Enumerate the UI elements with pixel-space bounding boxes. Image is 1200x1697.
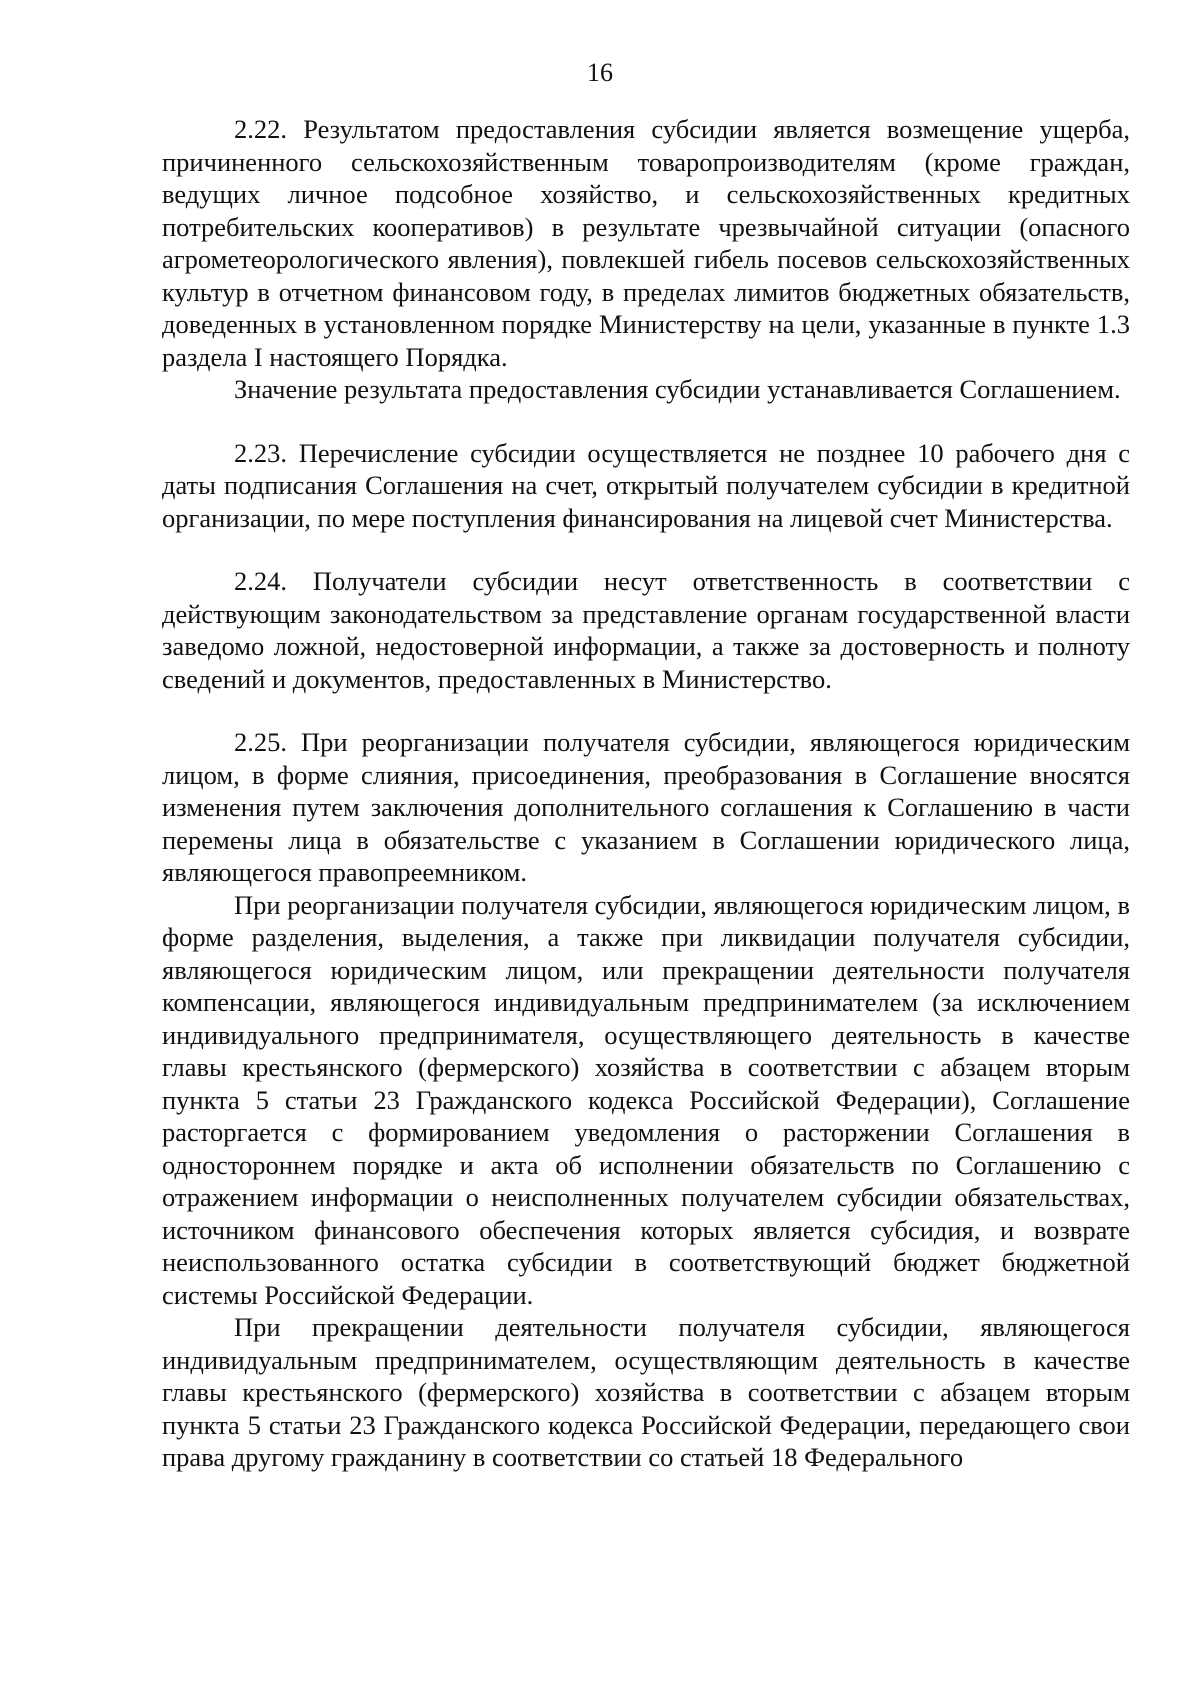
paragraph-reorganization: При реорганизации получателя субсидии, являющегося юридическим лицом, в форме разделения, выделения, а также при ликвидации получателя субсидии, являющегося юридическим лицом, или прекращении деятельности получателя компенсации, являющегося индивидуальным предпринимателем (за исключением индивидуального предпринимателя, осуществляющего деятельность в качестве главы крестьянского (фермерского) хозяйства в соответствии с абзацем вторым пункта 5 статьи 23 Гражданского кодекса Российской Федерации), Соглашение расторгается с формированием уведомления о расторжении Соглашения в одностороннем порядке и акта об исполнении обязательств по Соглашению с отражением информации о неисполненных получателем субсидии обязательствах, источником финансового обеспечения которых является субсидия, и возврате неиспользованного остатка субсидии в соответствующий бюджет бюджетной системы Российской Федерации. — [162, 889, 1130, 1310]
paragraph-result-value: Значение результата предоставления субсидии устанавливается Соглашением. — [234, 374, 1121, 404]
paragraph-2-22: 2.22. Результатом предоставления субсидии является возмещение ущерба, причиненного сельскохозяйственным товаропроизводителям (кроме граждан, ведущих личное подсобное хозяйство, и сельскохозяйственных кредитных потребительских кооперативов) в результате чрезвычайной ситуации (опасного агрометеорологического явления), повлекшей гибель посевов сельскохозяйственных культур в отчетном финансовом году, в пределах лимитов бюджетных обязательств, доведенных в установленном порядке Министерству на цели, указанные в пункте 1.3 раздела I настоящего Порядка. — [162, 114, 1130, 372]
page-number: 16 — [587, 58, 613, 87]
paragraph-2-23: 2.23. Перечисление субсидии осуществляется не позднее 10 рабочего дня с даты подписания Соглашения на счет, открытый получателем субсидии в кредитной организации, по мере поступления финансирования на лицевой счет Министерства. — [162, 437, 1130, 533]
paragraph-2-25: 2.25. При реорганизации получателя субсидии, являющегося юридическим лицом, в форме слияния, присоединения, преобразования в Соглашение вносятся изменения путем заключения дополнительного соглашения к Соглашению в части перемены лица в обязательстве с указанием в Соглашении юридического лица, являющегося правопреемником. — [162, 727, 1130, 887]
paragraph-termination: При прекращении деятельности получателя субсидии, являющегося индивидуальным предпринимателем, осуществляющим деятельность в качестве главы крестьянского (фермерского) хозяйства в соответствии с абзацем вторым пункта 5 статьи 23 Гражданского кодекса Российской Федерации, передающего свои права другому гражданину в соответствии со статьей 18 Федерального — [162, 1312, 1130, 1472]
document-body — [162, 113, 1130, 1474]
paragraph-2-24: 2.24. Получатели субсидии несут ответственность в соответствии с действующим законодательством за представление органам государственной власти заведомо ложной, недостоверной информации, а также за достоверность и полноту сведений и документов, предоставленных в Министерство. — [162, 566, 1130, 694]
